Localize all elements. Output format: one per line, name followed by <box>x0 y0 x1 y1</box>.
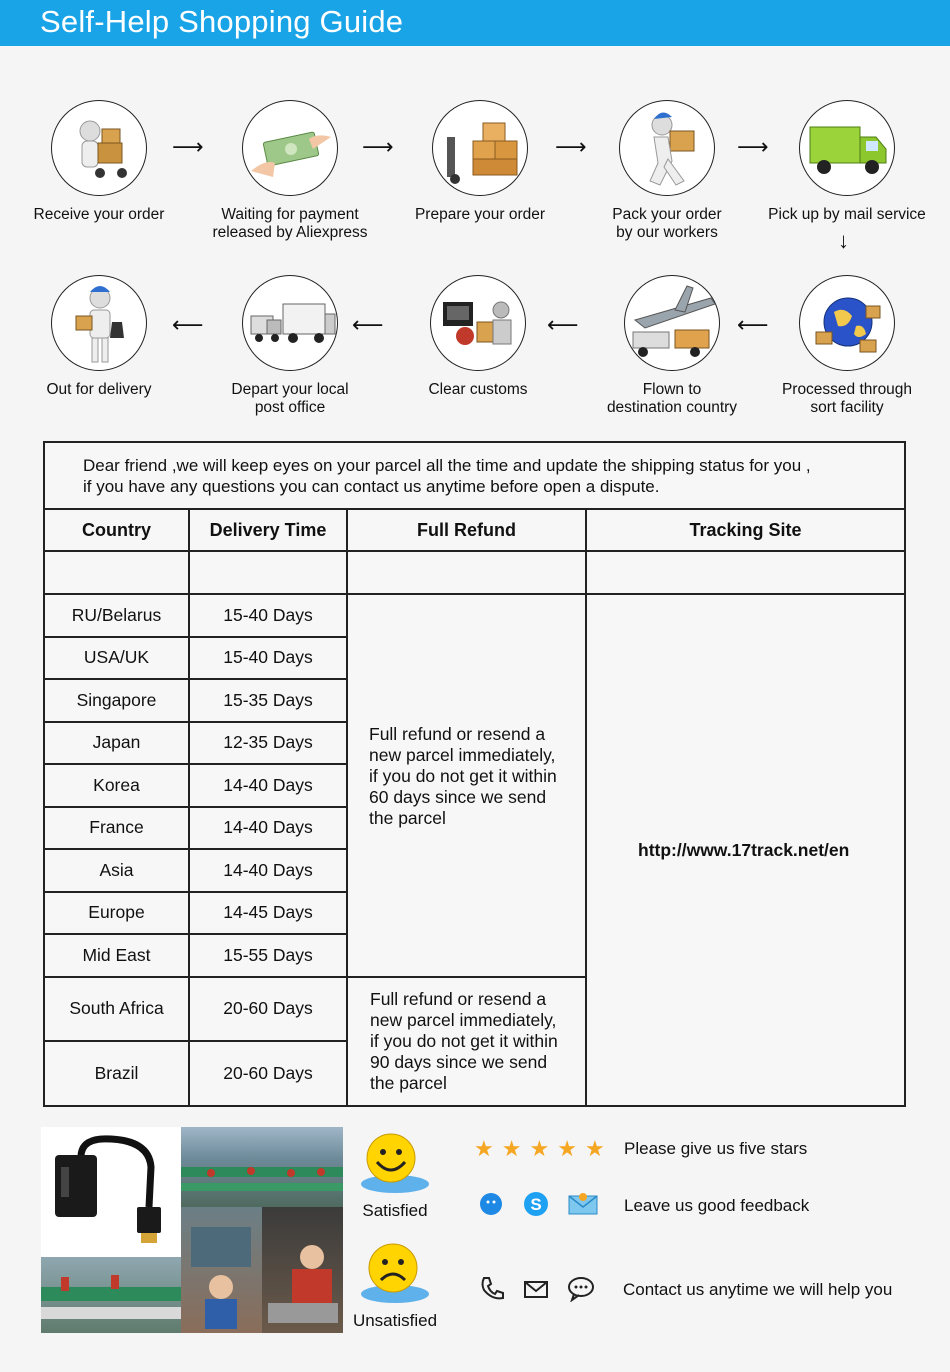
arrow-right-icon: ⟶ <box>555 134 587 159</box>
step-label: Receive your order <box>33 206 165 223</box>
delivery-man-icon <box>51 275 147 371</box>
arrow-left-icon: ⟵ <box>737 312 769 337</box>
country-cell: Korea <box>45 765 190 808</box>
good-feedback-text: Leave us good feedback <box>624 1196 810 1215</box>
skype-icon[interactable] <box>522 1190 550 1218</box>
delivery-time-cell: 20-60 Days <box>190 1042 348 1106</box>
country-cell: Europe <box>45 893 190 936</box>
step-label: Waiting for payment released by Aliexpress <box>212 206 368 241</box>
refund-line: Full refund or resend a <box>370 989 547 1009</box>
country-cell: USA/UK <box>45 638 190 681</box>
tracking-link[interactable]: http://www.17track.net/en <box>638 840 850 860</box>
delivery-time-cell: 12-35 Days <box>190 723 348 766</box>
satisfied-block <box>354 1130 436 1221</box>
payment-icon <box>242 100 338 196</box>
product-photo <box>41 1127 181 1257</box>
step-out-for-delivery <box>4 275 194 399</box>
delivery-time-cell: 14-40 Days <box>190 850 348 893</box>
page-title: Self-Help Shopping Guide <box>40 4 404 39</box>
country-cell: France <box>45 808 190 851</box>
step-label: Depart your local post office <box>231 381 349 416</box>
step-label: Pick up by mail service <box>768 206 926 223</box>
refund-line: 90 days since we send <box>370 1052 548 1072</box>
step-pack-order <box>572 100 762 242</box>
star-icon[interactable]: ★ <box>474 1136 494 1161</box>
satisfied-label: Satisfied <box>362 1201 428 1220</box>
refund-line: 60 days since we send <box>369 787 547 807</box>
refund-line: new parcel immediately, <box>369 745 556 765</box>
arrow-left-icon: ⟵ <box>352 312 384 337</box>
delivery-time-cell: 20-60 Days <box>190 978 348 1042</box>
globe-icon <box>799 275 895 371</box>
step-waiting-payment <box>195 100 385 242</box>
factory-photo <box>41 1257 181 1333</box>
svg-text:S: S <box>530 1195 542 1214</box>
empty-cell <box>45 552 190 595</box>
arrow-right-icon: ⟶ <box>737 134 769 159</box>
five-stars-text: Please give us five stars <box>624 1139 808 1158</box>
factory-photo <box>181 1207 262 1333</box>
step-label: Out for delivery <box>46 381 152 398</box>
country-cell: Asia <box>45 850 190 893</box>
phone-icon[interactable] <box>478 1274 506 1302</box>
arrow-down-icon: ↓ <box>838 228 849 253</box>
step-label: Prepare your order <box>414 206 546 223</box>
contact-icons <box>478 1274 596 1302</box>
refund-line: the parcel <box>369 808 446 828</box>
star-icon[interactable]: ★ <box>501 1136 522 1161</box>
mail-icon[interactable] <box>568 1190 598 1216</box>
country-cell: Mid East <box>45 935 190 978</box>
factory-photo <box>181 1127 343 1207</box>
customs-icon <box>430 275 526 371</box>
delivery-time-cell: 15-55 Days <box>190 935 348 978</box>
step-label: Pack your order by our workers <box>612 206 722 241</box>
chat-bubble-icon[interactable] <box>478 1190 504 1216</box>
country-cell: Singapore <box>45 680 190 723</box>
delivery-time-cell: 14-40 Days <box>190 808 348 851</box>
chat-icon[interactable] <box>566 1274 596 1302</box>
delivery-time-cell: 14-45 Days <box>190 893 348 936</box>
refund-90-text <box>370 989 558 1094</box>
refund-60-text <box>369 724 557 829</box>
header-full-refund: Full Refund <box>348 510 587 552</box>
country-cell: South Africa <box>45 978 190 1042</box>
step-pick-up <box>752 100 942 224</box>
step-sort-facility <box>752 275 942 417</box>
shipping-table <box>43 441 906 1107</box>
truck-icon <box>799 100 895 196</box>
step-depart-post-office <box>195 275 385 417</box>
arrow-right-icon: ⟶ <box>172 134 204 159</box>
unsatisfied-block <box>352 1240 438 1331</box>
step-flown-destination <box>577 275 767 417</box>
refund-line: the parcel <box>370 1073 447 1093</box>
country-cell: RU/Belarus <box>45 595 190 638</box>
country-cell: Japan <box>45 723 190 766</box>
receive-order-icon <box>51 100 147 196</box>
step-label: Clear customs <box>428 381 528 398</box>
header-tracking-site: Tracking Site <box>587 510 904 552</box>
step-prepare-order <box>385 100 575 224</box>
step-receive-order <box>4 100 194 224</box>
five-stars[interactable] <box>474 1136 605 1162</box>
empty-cell <box>348 552 587 595</box>
delivery-time-cell: 15-40 Days <box>190 638 348 681</box>
envelope-icon[interactable] <box>522 1274 550 1302</box>
sad-face-icon <box>355 1240 435 1306</box>
header-delivery-time: Delivery Time <box>190 510 348 552</box>
intro-line-2: if you have any questions you can contact us anytime before open a dispute. <box>83 477 660 496</box>
refund-line: if you do not get it within <box>369 766 557 786</box>
factory-photo <box>262 1207 343 1333</box>
refund-line: Full refund or resend a <box>369 724 546 744</box>
trucks-icon <box>242 275 338 371</box>
header-bar <box>0 0 950 46</box>
arrow-left-icon: ⟵ <box>172 312 204 337</box>
refund-line: new parcel immediately, <box>370 1010 557 1030</box>
intro-line-1: Dear friend ,we will keep eyes on your parcel all the time and update the shipping status for you , <box>83 456 811 475</box>
star-icon[interactable]: ★ <box>584 1136 605 1161</box>
delivery-time-cell: 14-40 Days <box>190 765 348 808</box>
intro-message <box>45 443 904 510</box>
contact-text: Contact us anytime we will help you <box>623 1280 893 1299</box>
country-cell: Brazil <box>45 1042 190 1106</box>
header-country: Country <box>45 510 190 552</box>
empty-cell <box>587 552 904 595</box>
happy-face-icon <box>355 1130 435 1196</box>
empty-cell <box>190 552 348 595</box>
step-clear-customs <box>383 275 573 399</box>
refund-line: if you do not get it within <box>370 1031 558 1051</box>
pack-order-icon <box>619 100 715 196</box>
star-icon[interactable]: ★ <box>557 1136 577 1161</box>
star-icon[interactable]: ★ <box>529 1136 550 1161</box>
arrow-right-icon: ⟶ <box>362 134 394 159</box>
arrow-left-icon: ⟵ <box>547 312 579 337</box>
delivery-time-cell: 15-40 Days <box>190 595 348 638</box>
unsatisfied-label: Unsatisfied <box>352 1311 438 1330</box>
airplane-icon <box>624 275 720 371</box>
step-label: Processed through sort facility <box>781 381 913 416</box>
feedback-icons <box>478 1190 598 1218</box>
step-label: Flown to destination country <box>606 381 738 416</box>
prepare-order-icon <box>432 100 528 196</box>
delivery-time-cell: 15-35 Days <box>190 680 348 723</box>
